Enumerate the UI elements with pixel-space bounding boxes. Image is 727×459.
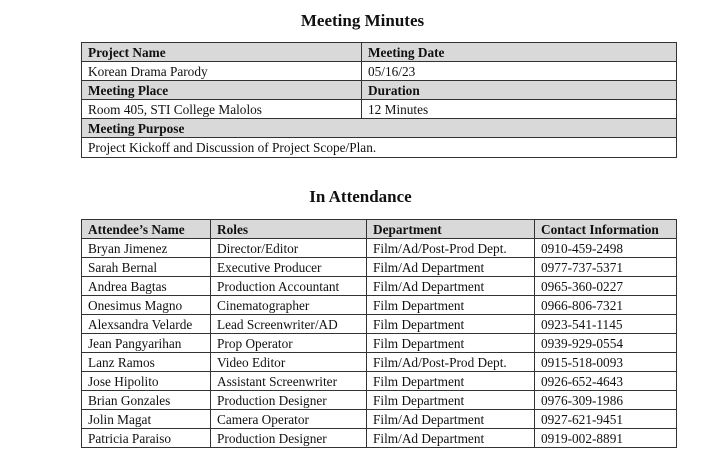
attendee-contact: 0927-621-9451 xyxy=(535,410,677,429)
table-row xyxy=(82,239,677,258)
attendee-role: Camera Operator xyxy=(211,410,367,429)
duration-label: Duration xyxy=(362,81,677,100)
attendee-department: Film Department xyxy=(367,296,535,315)
attendee-name: Jolin Magat xyxy=(82,410,211,429)
attendee-department: Film Department xyxy=(367,315,535,334)
attendee-department: Film/Ad Department xyxy=(367,277,535,296)
table-row xyxy=(82,277,677,296)
attendee-role: Director/Editor xyxy=(211,239,367,258)
meeting-date-value: 05/16/23 xyxy=(362,62,677,81)
meeting-place-value: Room 405, STI College Malolos xyxy=(82,100,362,119)
attendee-department: Film Department xyxy=(367,334,535,353)
attendee-department: Film/Ad Department xyxy=(367,429,535,448)
table-row xyxy=(82,353,677,372)
table-row xyxy=(82,296,677,315)
attendee-contact: 0926-652-4643 xyxy=(535,372,677,391)
attendee-department: Film/Ad Department xyxy=(367,258,535,277)
table-row xyxy=(82,429,677,448)
attendee-role: Cinematographer xyxy=(211,296,367,315)
attendance-title: In Attendance xyxy=(309,187,412,206)
attendee-name: Onesimus Magno xyxy=(82,296,211,315)
meeting-date-label: Meeting Date xyxy=(362,43,677,62)
attendee-name: Bryan Jimenez xyxy=(82,239,211,258)
attendee-role: Production Designer xyxy=(211,429,367,448)
attendee-role: Production Designer xyxy=(211,391,367,410)
attendee-department: Film Department xyxy=(367,391,535,410)
attendee-department: Film/Ad Department xyxy=(367,410,535,429)
department-header: Department xyxy=(367,220,535,239)
attendee-role: Prop Operator xyxy=(211,334,367,353)
attendee-contact: 0915-518-0093 xyxy=(535,353,677,372)
attendee-department: Film/Ad/Post-Prod Dept. xyxy=(367,239,535,258)
table-row xyxy=(82,372,677,391)
attendee-department: Film Department xyxy=(367,372,535,391)
attendee-department: Film/Ad/Post-Prod Dept. xyxy=(367,353,535,372)
table-row xyxy=(82,258,677,277)
attendee-role: Production Accountant xyxy=(211,277,367,296)
attendee-contact: 0923-541-1145 xyxy=(535,315,677,334)
project-name-label: Project Name xyxy=(82,43,362,62)
attendee-role: Video Editor xyxy=(211,353,367,372)
attendee-name: Alexsandra Velarde xyxy=(82,315,211,334)
attendee-contact: 0966-806-7321 xyxy=(535,296,677,315)
attendee-role: Lead Screenwriter/AD xyxy=(211,315,367,334)
attendee-contact: 0939-929-0554 xyxy=(535,334,677,353)
attendee-name: Brian Gonzales xyxy=(82,391,211,410)
attendee-contact: 0977-737-5371 xyxy=(535,258,677,277)
meeting-purpose-label: Meeting Purpose xyxy=(82,119,677,138)
attendee-contact: 0919-002-8891 xyxy=(535,429,677,448)
meeting-info-table xyxy=(81,42,677,158)
attendee-contact: 0965-360-0227 xyxy=(535,277,677,296)
attendee-name: Patricia Paraiso xyxy=(82,429,211,448)
attendee-name: Andrea Bagtas xyxy=(82,277,211,296)
attendee-contact: 0976-309-1986 xyxy=(535,391,677,410)
table-row xyxy=(82,391,677,410)
attendee-role: Assistant Screenwriter xyxy=(211,372,367,391)
meeting-purpose-value: Project Kickoff and Discussion of Project Scope/Plan. xyxy=(82,138,677,158)
attendee-name: Lanz Ramos xyxy=(82,353,211,372)
attendee-name: Sarah Bernal xyxy=(82,258,211,277)
attendee-name: Jose Hipolito xyxy=(82,372,211,391)
table-row xyxy=(82,334,677,353)
meeting-place-label: Meeting Place xyxy=(82,81,362,100)
contact-info-header: Contact Information xyxy=(535,220,677,239)
project-name-value: Korean Drama Parody xyxy=(82,62,362,81)
table-row xyxy=(82,315,677,334)
table-row xyxy=(82,410,677,429)
attendance-table xyxy=(81,219,677,448)
attendee-role: Executive Producer xyxy=(211,258,367,277)
attendee-contact: 0910-459-2498 xyxy=(535,239,677,258)
page-title: Meeting Minutes xyxy=(300,11,425,30)
roles-header: Roles xyxy=(211,220,367,239)
duration-value: 12 Minutes xyxy=(362,100,677,119)
attendee-name-header: Attendee’s Name xyxy=(82,220,211,239)
attendee-name: Jean Pangyarihan xyxy=(82,334,211,353)
